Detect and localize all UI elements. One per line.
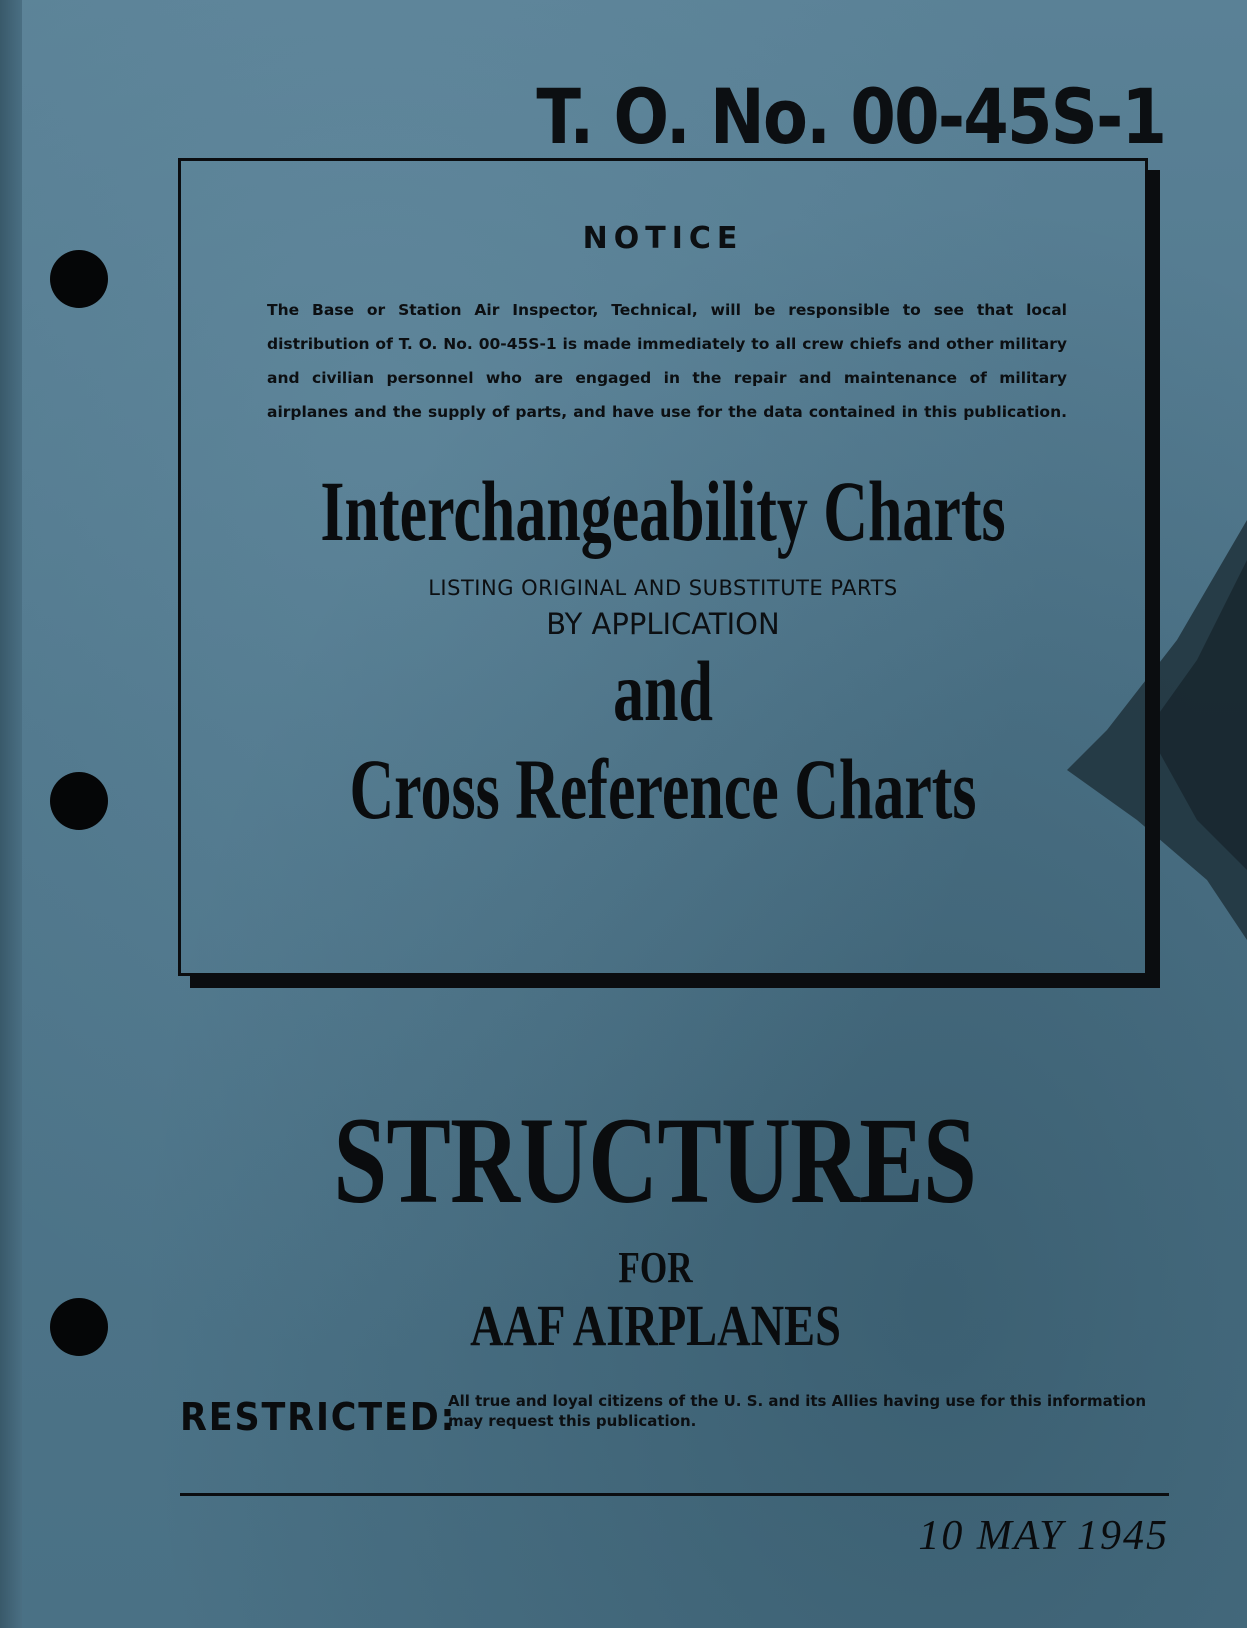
aaf-airplanes-label: AAF AIRPLANES [470,1293,841,1358]
notice-text: The Base or Station Air Inspector, Technical, will be responsible to see that local distribution of T. O. No. 00-45S-1 is made immediately to all crew chiefs and other military and civilian personnel who are engaged in the repair and maintenance of military airplanes and the supply of parts, and have use for the data contained in this publication. [267,301,1067,421]
title-interchangeability: Interchangeability Charts [320,463,1006,559]
restricted-text: All true and loyal citizens of the U. S. and its Allies having use for this information may request this publication. [448,1392,1147,1430]
punch-hole [50,250,108,308]
title-and: and [613,643,713,739]
notice-heading: NOTICE [582,221,744,256]
publication-date: 10 MAY 1945 [918,1513,1169,1559]
punch-hole [50,1298,108,1356]
notice-box [178,158,1148,976]
structures-heading: STRUCTURES [333,1092,976,1229]
to-number: T. O. No. 00-45S-1 [536,72,1165,161]
page-edge [0,0,22,1628]
punch-hole [50,772,108,830]
bottom-rule [180,1493,1169,1496]
subtitle-listing: LISTING ORIGINAL AND SUBSTITUTE PARTS [428,576,898,600]
restricted-label: RESTRICTED: [180,1395,457,1439]
for-label: FOR [618,1243,693,1292]
title-cross-reference: Cross Reference Charts [349,741,977,837]
subtitle-by-application: BY APPLICATION [546,607,780,641]
